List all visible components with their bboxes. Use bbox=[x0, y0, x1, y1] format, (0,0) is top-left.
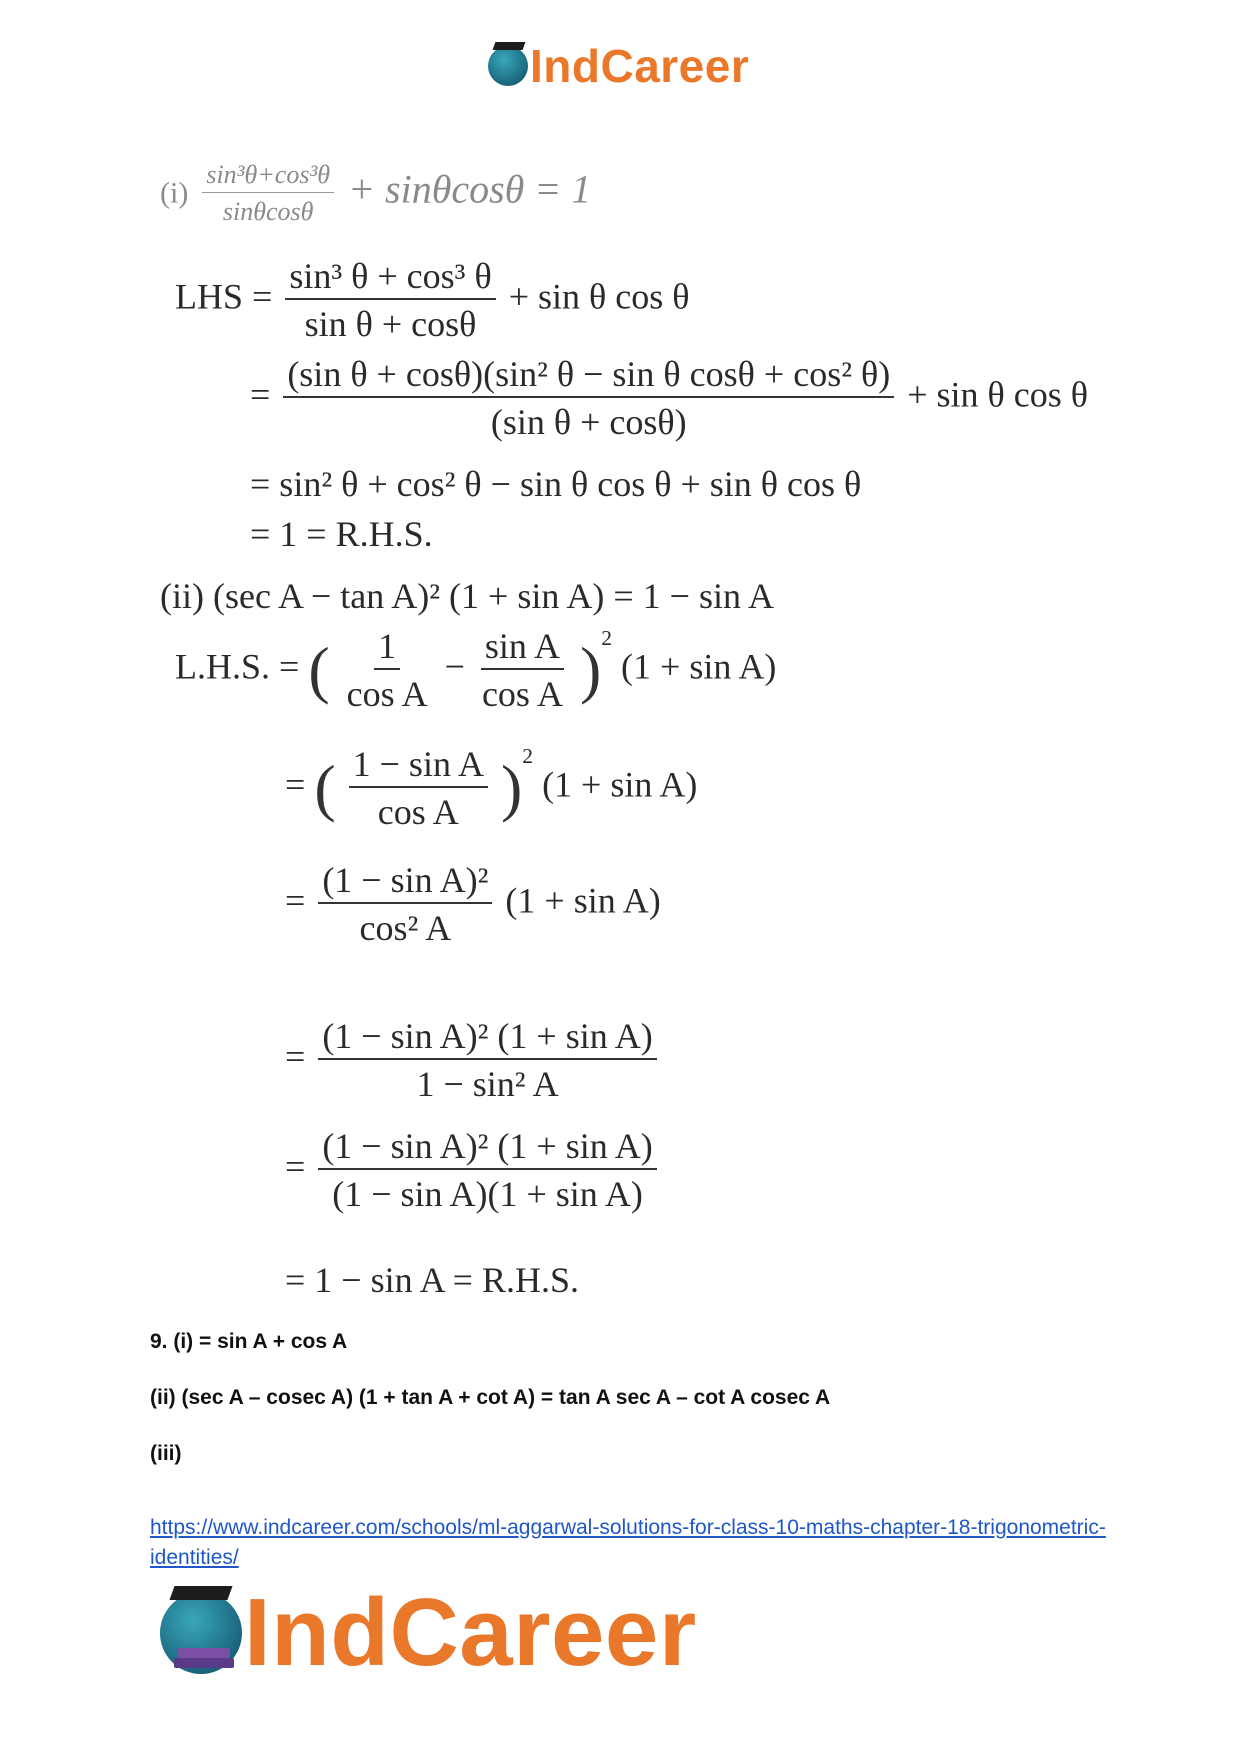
part-ii-step-2: = ( $\frac{\text{1 − sin A}}{\text{cos A}}$ )$^2$ (1 + sin A) bbox=[285, 744, 698, 832]
part-ii-step-1: L.H.S. = ( $\frac{1}{\text{cos A}}$ − $\frac{\text{sin A}}{\text{cos A}}$ )$^2$ (1 + sin A) bbox=[175, 626, 777, 714]
brand-name: IndCareer bbox=[530, 40, 750, 92]
brand-name: IndCareer bbox=[244, 1579, 697, 1686]
footer-logo bbox=[160, 1579, 697, 1686]
graduation-cap-globe-icon bbox=[160, 1592, 242, 1674]
part-i-step-4: = 1 = R.H.S. bbox=[250, 514, 433, 554]
graduation-cap-globe-icon bbox=[488, 46, 528, 86]
part-ii-step-5: = $\frac{\text{(1 − sin A)² (1 + sin A)}}{\text{(1 − sin A)(1 + sin A)}}$ bbox=[285, 1128, 661, 1212]
part-i-heading: (i) $\frac{\text{sin³θ+cos³θ}}{\sin\theta\cos\theta}$ + sinθcosθ = 1 bbox=[160, 160, 592, 226]
part-i-step-3: = sin² θ + cos² θ − sin θ cos θ + sin θ cos θ bbox=[250, 464, 862, 504]
source-link[interactable]: https://www.indcareer.com/schools/ml-aggarwal-solutions-for-class-10-maths-chapter-18-trigonometric-identities/ bbox=[150, 1516, 1106, 1569]
question-9-i: 9. (i) = sin A + cos A bbox=[150, 1330, 348, 1353]
question-9-ii: (ii) (sec A – cosec A) (1 + tan A + cot A) = tan A sec A – cot A cosec A bbox=[150, 1386, 831, 1409]
part-ii-step-3: = $\frac{\text{(1 − sin A)²}}{\text{cos² A}}$ (1 + sin A) bbox=[285, 860, 661, 948]
part-ii-step-6: = 1 − sin A = R.H.S. bbox=[285, 1260, 579, 1300]
part-i-step-2: = $\frac{\text{(sin θ + cosθ)(sin² θ − sin θ cosθ + cos² θ)}}{\text{(sin θ + cosθ)}}$ + sin θ cos θ bbox=[250, 354, 1089, 442]
part-ii-heading: (ii) (sec A − tan A)² (1 + sin A) = 1 − sin A bbox=[160, 576, 774, 616]
header-logo bbox=[488, 42, 749, 90]
part-ii-step-4: = $\frac{\text{(1 − sin A)² (1 + sin A)}}{\text{1 − sin² A}}$ bbox=[285, 1018, 661, 1102]
part-i-step-1: LHS = $\frac{\text{sin³ θ + cos³ θ}}{\text{sin θ + cosθ}}$ + sin θ cos θ bbox=[175, 256, 690, 344]
question-9-iii: (iii) bbox=[150, 1442, 182, 1465]
